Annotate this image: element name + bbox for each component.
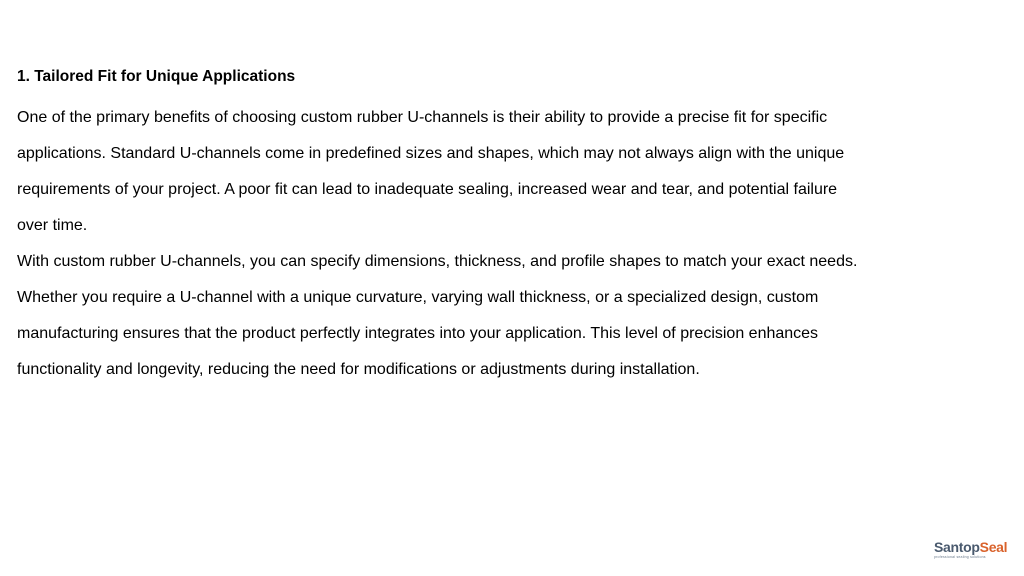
body-line-4: over time. — [17, 217, 88, 234]
body-line-5: With custom rubber U-channels, you can specify dimensions, thickness, and profile shapes to match your exact needs. — [17, 253, 858, 270]
logo-tagline: professional sealing solutions — [934, 555, 986, 559]
body-line-3: requirements of your project. A poor fit can lead to inadequate sealing, increased wear and tear, and potential failure — [17, 181, 838, 198]
santopseal-logo — [934, 540, 1012, 564]
body-line-2: applications. Standard U-channels come in predefined sizes and shapes, which may not always align with the unique — [17, 145, 845, 162]
section-heading: 1. Tailored Fit for Unique Applications — [17, 68, 296, 85]
content-area — [17, 64, 1007, 388]
body-line-8: functionality and longevity, reducing the need for modifications or adjustments during installation. — [17, 361, 700, 378]
body-line-7: manufacturing ensures that the product perfectly integrates into your application. This level of precision enhances — [17, 325, 819, 342]
body-line-6: Whether you require a U-channel with a unique curvature, varying wall thickness, or a specialized design, custom — [17, 289, 819, 306]
logo-wordmark-part1: Santop — [934, 539, 980, 555]
body-line-1: One of the primary benefits of choosing custom rubber U-channels is their ability to provide a precise fit for specific — [17, 109, 828, 126]
logo-wordmark — [934, 540, 1012, 555]
logo-wordmark-part2: Seal — [979, 539, 1008, 555]
